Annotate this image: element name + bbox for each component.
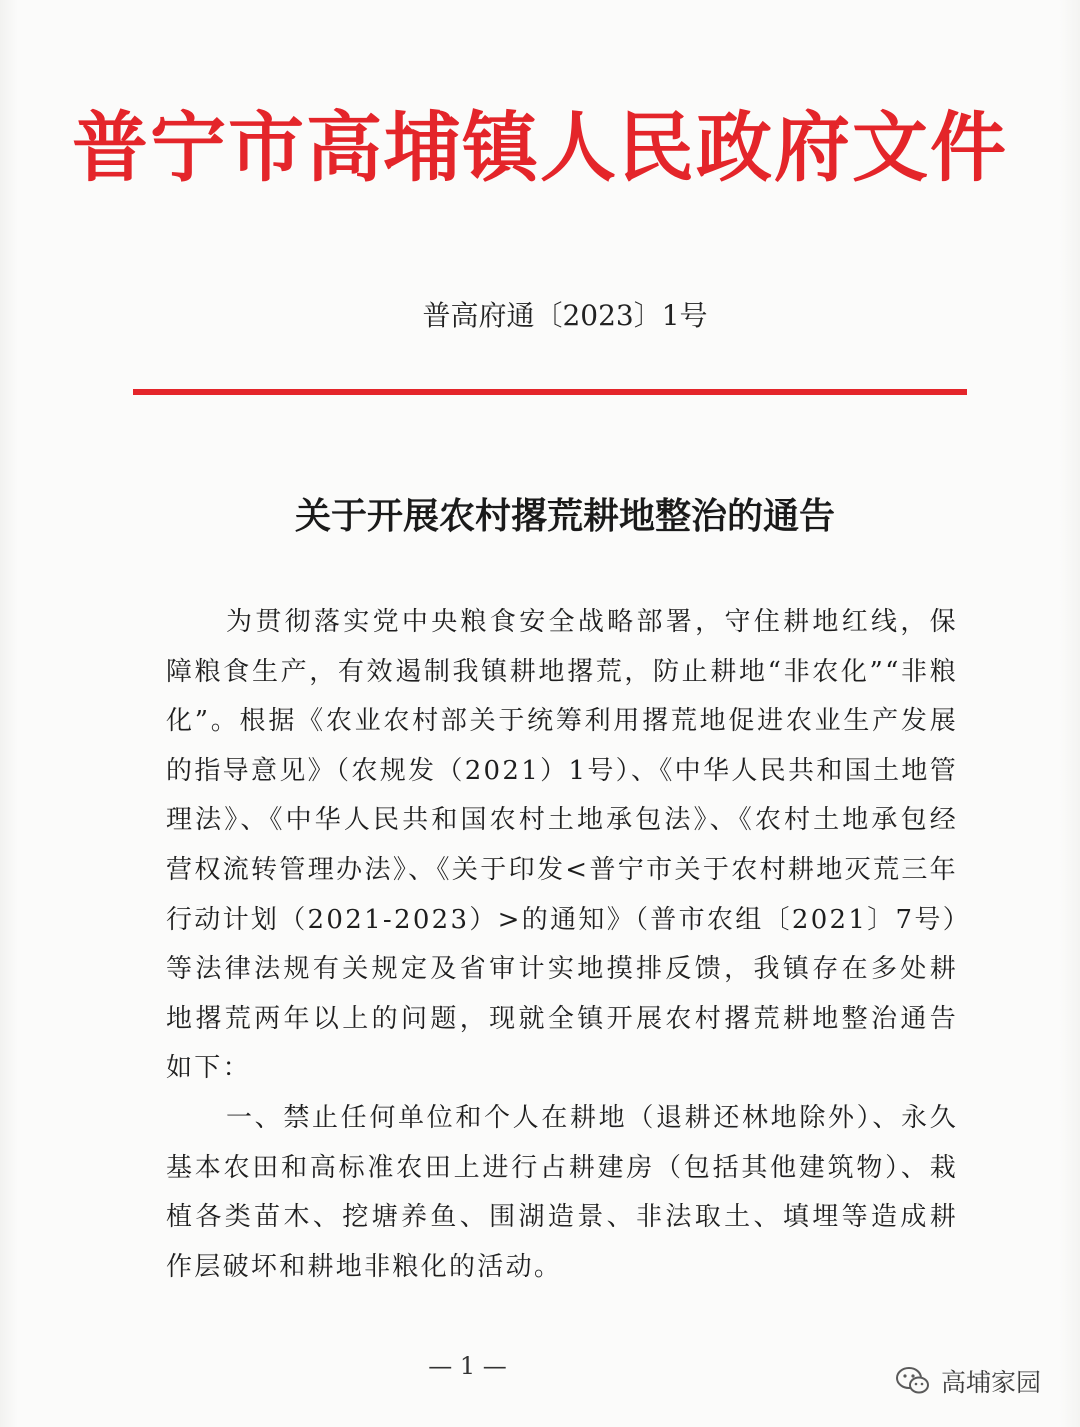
issuer-header-title: 普宁市高埔镇人民政府文件 [72, 103, 1008, 192]
paragraph-item-one: 一、禁止任何单位和个人在耕地（退耕还林地除外）、永久基本农田和高标准农田上进行占耕建房（包括其他建筑物）、栽植各类苗木、挖塘养鱼、围湖造景、非法取土、填埋等造成耕作层破坏和耕地非粮化的活动。 [166, 1102, 958, 1282]
source-watermark [895, 1360, 1041, 1402]
document-number: 普高府通〔2023〕1号 [422, 299, 708, 332]
wechat-icon [895, 1365, 931, 1397]
page-number: — 1 — [428, 1352, 507, 1380]
red-divider-line [133, 389, 967, 395]
notice-body [166, 598, 958, 1292]
notice-title: 关于开展农村撂荒耕地整治的通告 [294, 495, 835, 537]
paragraph-intro: 为贯彻落实党中央粮食安全战略部署，守住耕地红线，保障粮食生产，有效遏制我镇耕地撂荒，防止耕地“非农化”“非粮化”。根据《农业农村部关于统筹利用撂荒地促进农业生产发展的指导意见》（农规发（2021）1号）、《中华人民共和国土地管理法》、《中华人民共和国农村土地承包法》、《农村土地承包经营权流转管理办法》、《关于印发<普宁市关于农村耕地灭荒三年行动计划（2021-2023）>的通知》（普市农组〔2021〕7号）等法律法规有关规定及省审计实地摸排反馈，我镇存在多处耕地撂荒两年以上的问题，现就全镇开展农村撂荒耕地整治通告如下： [166, 607, 958, 1084]
watermark-label: 高埔家园 [941, 1368, 1042, 1397]
